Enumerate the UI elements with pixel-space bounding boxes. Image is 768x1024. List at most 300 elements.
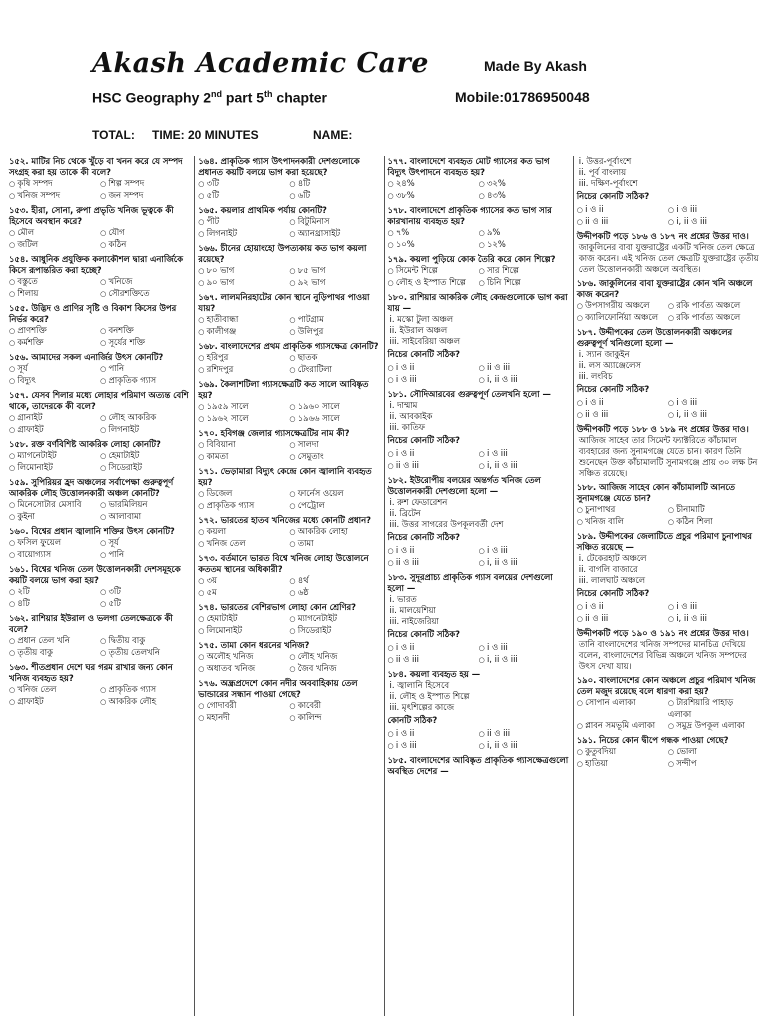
option[interactable]: ○ সার শিল্পে xyxy=(479,265,570,277)
options xyxy=(9,325,191,349)
question xyxy=(388,755,570,777)
question xyxy=(577,675,759,732)
question-text: উদ্দীপকটি পড়ে ১৮৮ ও ১৮৯ নং প্রশ্নের উত্তর দাও। xyxy=(576,424,749,434)
option[interactable]: ○ সূর্য xyxy=(9,363,100,375)
option[interactable]: ○ ii ও iii xyxy=(388,654,479,666)
option[interactable]: ○ সন্দীপ xyxy=(668,758,759,770)
option[interactable]: ○ সালদা xyxy=(289,439,380,451)
option[interactable]: ○ মহানদী xyxy=(198,712,289,724)
question-text: ১৫৯. সুপিরিয়র হ্রদ অঞ্চলের সর্বাপেক্ষা গুরুত্বপূর্ণ আকরিক লৌহ উত্তোলনকারী অঞ্চল কোনটি? xyxy=(9,477,174,498)
option[interactable]: ○ i ও iii xyxy=(668,204,759,216)
question-text: ১৯০. বাংলাদেশের কোন অঞ্চলে প্রচুর পরিমাণ খনিজ তেল মজুদ রয়েছে বলে ধারণা করা হয়? xyxy=(576,675,756,696)
question xyxy=(577,628,759,672)
statement: তানি বাংলাদেশের খনিজ সম্পদের মানচিত্র দেখিয়ে বলেন, বাংলাদেশের বিভিন্ন অঞ্চলে খনিজ সম্পদের উৎস দেখা যায়। xyxy=(578,639,747,671)
question-text: ১৮৪. কয়লা ব্যবহৃত হয় — xyxy=(387,669,481,679)
question xyxy=(198,379,380,425)
option[interactable]: ○ সমুদ্র উপকূল এলাকা xyxy=(668,720,759,732)
options xyxy=(9,450,191,474)
question-text: ১৫৬. আমাদের সকল এনার্জির উৎস কোনটি? xyxy=(9,352,164,362)
option[interactable]: ○ ৬টি xyxy=(289,190,380,202)
option[interactable]: ○ পীট xyxy=(198,216,289,228)
options xyxy=(577,746,759,770)
question-text: ১৬৮. বাংলাদেশের প্রথম প্রাকৃতিক গ্যাসক্ষেত্র কোনটি? xyxy=(198,341,379,351)
question xyxy=(388,156,570,202)
question-text: ১৭৪. ভারতের বেশিরভাগ লোহা কোন শ্রেণির? xyxy=(198,602,357,612)
question-text: ১৬৩. শীতপ্রধান দেশে ঘর গরম রাখার জন্য কোন খনিজ ব্যবহৃত হয়? xyxy=(9,662,173,683)
question xyxy=(577,156,759,228)
option[interactable]: ○ হরিপুর xyxy=(198,352,289,364)
option[interactable]: ○ পাটগ্রাম xyxy=(289,314,380,326)
question xyxy=(577,278,759,324)
option[interactable]: ○ i ও ii xyxy=(388,362,479,374)
instruction: নিচের কোনটি সঠিক? xyxy=(387,435,460,445)
option[interactable]: ○ অধাতব খনিজ xyxy=(198,663,289,675)
option[interactable]: ○ i, ii ও iii xyxy=(668,613,759,625)
option[interactable]: ○ টারশিয়ারি পাহাড় এলাকা xyxy=(668,697,759,720)
options xyxy=(9,684,191,708)
question xyxy=(198,341,380,376)
question-text: ১৫৫. উদ্ভিদ ও প্রাণির সৃষ্টি ও বিকাশ কিসের উপর নির্ভর করে? xyxy=(9,303,177,324)
question xyxy=(9,662,191,708)
instruction: নিচের কোনটি সঠিক? xyxy=(387,532,460,542)
options xyxy=(9,363,191,387)
option[interactable]: ○ চুনাপাথর xyxy=(577,504,668,516)
options xyxy=(198,216,380,240)
question xyxy=(198,678,380,724)
options xyxy=(9,499,191,523)
option[interactable]: ○ কালিন্দ xyxy=(289,712,380,724)
option[interactable]: ○ মিনেসোটার মেসাবি xyxy=(9,499,100,511)
instruction: নিচের কোনটি সঠিক? xyxy=(387,349,460,359)
option[interactable]: ○ ক্যালিফোর্নিয়া অঞ্চলে xyxy=(577,312,668,324)
option[interactable]: ○ গ্রাফাইট xyxy=(9,696,100,708)
option[interactable]: ○ হেমাটাইট xyxy=(100,450,191,462)
option[interactable]: ○ খনিজ সম্পদ xyxy=(9,190,100,202)
question xyxy=(198,156,380,202)
option[interactable]: ○ টেংরাটিলা xyxy=(289,364,380,376)
option[interactable]: ○ আকরিক লোহা xyxy=(289,526,380,538)
option[interactable]: ○ i ও ii xyxy=(577,397,668,409)
options xyxy=(198,352,380,376)
options xyxy=(198,439,380,463)
option[interactable]: ○ প্রাকৃতিক গ্যাস xyxy=(198,500,289,512)
question xyxy=(9,205,191,251)
option[interactable]: ○ ii ও iii xyxy=(479,362,570,374)
option[interactable]: ○ ৫ম xyxy=(198,587,289,599)
option[interactable]: ○ ii ও iii xyxy=(479,728,570,740)
option[interactable]: ○ i, ii ও iii xyxy=(668,216,759,228)
options xyxy=(577,601,759,625)
option[interactable]: ○ মৌল xyxy=(9,227,100,239)
statement: ii. ব্রিটেন xyxy=(389,508,421,518)
total-label: TOTAL: xyxy=(92,128,135,142)
option[interactable]: ○ ৪র্থ xyxy=(289,575,380,587)
option[interactable]: ○ দ্বিতীয় বাকু xyxy=(100,635,191,647)
option[interactable]: ○ রকি পার্বত্য অঞ্চলে xyxy=(668,312,759,324)
option[interactable]: ○ i, ii ও iii xyxy=(668,409,759,421)
option[interactable]: ○ ভারমিলিয়ন xyxy=(100,499,191,511)
options xyxy=(577,397,759,421)
option[interactable]: ○ ৯০ ভাগ xyxy=(198,277,289,289)
option[interactable]: ○ ৯% xyxy=(479,227,570,239)
statement: i. ভারত xyxy=(389,594,417,604)
question xyxy=(388,292,570,386)
statement: i. মস্কো টুলা অঞ্চল xyxy=(389,314,453,324)
name-label: NAME: xyxy=(313,128,353,142)
question-columns xyxy=(6,156,762,1016)
question-column xyxy=(573,156,762,1016)
option[interactable]: ○ i, ii ও iii xyxy=(479,557,570,569)
option[interactable]: ○ সেমুতাং xyxy=(289,451,380,463)
question xyxy=(388,475,570,569)
option[interactable]: ○ প্রাকৃতিক গ্যাস xyxy=(100,684,191,696)
option[interactable]: ○ চীনামাটি xyxy=(668,504,759,516)
author-credit: Made By Akash xyxy=(484,58,587,74)
question xyxy=(577,327,759,421)
option[interactable]: ○ রশিদপুর xyxy=(198,364,289,376)
question xyxy=(198,553,380,599)
mobile-number: Mobile:01786950048 xyxy=(455,89,590,105)
options xyxy=(9,586,191,610)
option[interactable]: ○ ৪টি xyxy=(9,598,100,610)
question xyxy=(577,735,759,770)
question-text: ১৬০. বিশ্বের প্রধান জ্বালানি শক্তির উৎস কোনটি? xyxy=(9,526,175,536)
question xyxy=(577,482,759,528)
option[interactable]: ○ লৌহ খনিজ xyxy=(289,651,380,663)
question-text: ১৭০. হবিগঞ্জ জেলার গ্যাসক্ষেত্রটির নাম কী? xyxy=(198,428,350,438)
option[interactable]: ○ ১৯৬৬ সালে xyxy=(289,413,380,425)
option[interactable]: ○ লৌহ ও ইস্পাত শিল্পে xyxy=(388,277,479,289)
statement: ii. বাগলি বাজারে xyxy=(578,564,638,574)
option[interactable]: ○ সোপান এলাকা xyxy=(577,697,668,720)
option[interactable]: ○ বিদ্যুৎ xyxy=(9,375,100,387)
option[interactable]: ○ শিল্প সম্পদ xyxy=(100,178,191,190)
question xyxy=(9,390,191,436)
option[interactable]: ○ উলিপুর xyxy=(289,326,380,338)
option[interactable]: ○ হেমাটাইট xyxy=(198,613,289,625)
option[interactable]: ○ ১৯৬০ সালে xyxy=(289,401,380,413)
option[interactable]: ○ বিবিয়ানা xyxy=(198,439,289,451)
option[interactable]: ○ গ্রাফাইট xyxy=(9,424,100,436)
option[interactable]: ○ জটিল xyxy=(9,239,100,251)
option[interactable]: ○ ম্যাগনেটাইট xyxy=(289,613,380,625)
instruction: নিচের কোনটি সঠিক? xyxy=(576,588,650,598)
option[interactable]: ○ বিটুমিনাস xyxy=(289,216,380,228)
question xyxy=(9,156,191,202)
statement: iii. কাতিফ xyxy=(389,422,425,432)
option[interactable]: ○ খনিজ তেল xyxy=(198,538,289,550)
option[interactable]: ○ খনিজ তেল xyxy=(9,684,100,696)
option[interactable]: ○ i ও iii xyxy=(388,374,479,386)
option[interactable]: ○ চিনি শিল্পে xyxy=(479,277,570,289)
question xyxy=(577,231,759,275)
options xyxy=(198,265,380,289)
question-text: ১৮৫. বাংলাদেশের আবিষ্কৃত প্রাকৃতিক গ্যাসক্ষেত্রগুলো অবস্থিত দেশের — xyxy=(387,755,569,776)
option[interactable]: ○ কঠিন শিলা xyxy=(668,516,759,528)
option[interactable]: ○ আলাবামা xyxy=(100,511,191,523)
option[interactable]: ○ i ও iii xyxy=(479,642,570,654)
option[interactable]: ○ হাতিয়া xyxy=(577,758,668,770)
option[interactable]: ○ ১৯৫৯ সালে xyxy=(198,401,289,413)
question xyxy=(198,292,380,338)
statement: জাকুলিনের বাবা যুক্তরাষ্ট্রের একটি খনিজ তেল ক্ষেত্রে কাজ করেন। এই খনিজ তেল ক্ষেত্রটি যুক্তরাষ্ট্রের তৃতীয় তেল উত্তোলনকারী অঞ্চলে অবস্থিত। xyxy=(578,242,759,274)
option[interactable]: ○ বনশক্তি xyxy=(100,325,191,337)
question-text: ১৭৩. বর্তমানে ভারত বিশ্বে খনিজ লোহা উত্তোলনে কততম স্থানের অধিকারী? xyxy=(198,553,369,574)
statement: ii. আবকাইক xyxy=(389,411,433,421)
statement: iii. দক্ষিণ-পূর্বাংশে xyxy=(578,178,638,188)
option[interactable]: ○ ফার্নেস ওয়েল xyxy=(289,488,380,500)
option[interactable]: ○ যৌগ xyxy=(100,227,191,239)
option[interactable]: ○ সিমেন্ট শিল্পে xyxy=(388,265,479,277)
option[interactable]: ○ সূর্য xyxy=(100,537,191,549)
option[interactable]: ○ কৃষি সম্পদ xyxy=(9,178,100,190)
option[interactable]: ○ কর্মশক্তি xyxy=(9,337,100,349)
option[interactable]: ○ শিলায় xyxy=(9,288,100,300)
option[interactable]: ○ প্রধান তেল খনি xyxy=(9,635,100,647)
statement: ii. মালয়েশিয়া xyxy=(389,605,436,615)
option[interactable]: ○ ৮০ ভাগ xyxy=(198,265,289,277)
options xyxy=(9,178,191,202)
option[interactable]: ○ ii ও iii xyxy=(388,557,479,569)
question-text: ১৭৬. অন্ধ্রপ্রদেশে কোন নদীর অববাহিকায় তেল ভান্ডারের সন্ধান পাওয়া গেছে? xyxy=(198,678,358,699)
options xyxy=(198,613,380,637)
option[interactable]: ○ i, ii ও iii xyxy=(479,654,570,666)
option[interactable]: ○ কাবেরী xyxy=(289,700,380,712)
option[interactable]: ○ i ও iii xyxy=(668,397,759,409)
option[interactable]: ○ ৫টি xyxy=(100,598,191,610)
instruction: কোনটি সঠিক? xyxy=(387,715,438,725)
options xyxy=(198,700,380,724)
option[interactable]: ○ ছাতক xyxy=(289,352,380,364)
instruction: নিচের কোনটি সঠিক? xyxy=(387,629,460,639)
question-text: ১৭৫. তামা কোন ধরনের খনিজ? xyxy=(198,640,310,650)
option[interactable]: ○ বস্তুতে xyxy=(9,276,100,288)
option[interactable]: ○ i ও iii xyxy=(479,545,570,557)
option[interactable]: ○ গ্রানাইট xyxy=(9,412,100,424)
option[interactable]: ○ ৯২ ভাগ xyxy=(289,277,380,289)
option[interactable]: ○ অলৌহ খনিজ xyxy=(198,651,289,663)
option[interactable]: ○ ৫টি xyxy=(198,190,289,202)
option[interactable]: ○ ৩২% xyxy=(479,178,570,190)
question xyxy=(9,477,191,523)
option[interactable]: ○ লৌহ আকরিক xyxy=(100,412,191,424)
options xyxy=(577,697,759,732)
option[interactable]: ○ i, ii ও iii xyxy=(479,460,570,472)
option[interactable]: ○ ii ও iii xyxy=(577,409,668,421)
option[interactable]: ○ পানি xyxy=(100,549,191,561)
option[interactable]: ○ i ও ii xyxy=(388,545,479,557)
question xyxy=(9,352,191,387)
option[interactable]: ○ লিগনাইট xyxy=(100,424,191,436)
question xyxy=(198,640,380,675)
statement: iii. মৃৎশিল্পের কাজে xyxy=(389,702,455,712)
option[interactable]: ○ প্রাণশক্তি xyxy=(9,325,100,337)
statement: iii. লংবিচ xyxy=(578,371,613,381)
option[interactable]: ○ সৌরশক্তিতে xyxy=(100,288,191,300)
question-text: ১৭২. ভারতের হাতব খনিজের মধ্যে কোনটি প্রধান? xyxy=(198,515,371,525)
question-text: ১৮৭. উদ্দীপকের তেল উত্তোলনকারী অঞ্চলের গুরুত্বপূর্ণ খনিগুলো হলো — xyxy=(576,327,733,348)
option[interactable]: ○ পেট্রোল xyxy=(289,500,380,512)
option[interactable]: ○ লিমোনাইট xyxy=(198,625,289,637)
option[interactable]: ○ খনিজ বালি xyxy=(577,516,668,528)
option[interactable]: ○ ১০% xyxy=(388,239,479,251)
question-text: ১৫৭. যেসব শিলার মধ্যে লোহার পরিমাণ অত্যন্ত বেশি থাকে, তাদেরকে কী বলে? xyxy=(9,390,189,411)
option[interactable]: ○ i ও ii xyxy=(388,642,479,654)
option[interactable]: ○ ২৪% xyxy=(388,178,479,190)
option[interactable]: ○ জন সম্পদ xyxy=(100,190,191,202)
statement: ii. লৌহ ও ইস্পাত শিল্পে xyxy=(389,691,470,701)
question xyxy=(9,613,191,659)
option[interactable]: ○ ডিজেল xyxy=(198,488,289,500)
option[interactable]: ○ রকি পার্বত্য অঞ্চলে xyxy=(668,300,759,312)
question-text: ১৬৪. প্রাকৃতিক গ্যাস উৎপাদনকারী দেশগুলোকে প্রধানত কয়টি বলয়ে ভাগ করা হয়েছে? xyxy=(198,156,360,177)
statement: i. টেকেরহাট অঞ্চলে xyxy=(578,553,647,563)
option[interactable]: ○ সূর্যের শক্তি xyxy=(100,337,191,349)
question-text: উদ্দীপকটি পড়ে ১৮৬ ও ১৮৭ নং প্রশ্নের উত্তর দাও। xyxy=(576,231,749,241)
options xyxy=(9,537,191,561)
options xyxy=(198,314,380,338)
question-text: ১৮৬. জাকুলিনের বাবা যুক্তরাষ্ট্রের কোন খনি অঞ্চলে কাজ করেন? xyxy=(576,278,753,299)
options xyxy=(9,276,191,300)
option[interactable]: ○ i ও ii xyxy=(388,728,479,740)
option[interactable]: ○ ৩টি xyxy=(100,586,191,598)
question-text: ১৫৪. আধুনিক প্রযুক্তিক কলাকৌশল দ্বারা এনার্জিকে কিসে রূপান্তরিত করা হচ্ছে? xyxy=(9,254,183,275)
option[interactable]: ○ অ্যানথ্রাসাইট xyxy=(289,228,380,240)
statement: ii. ইউরাল অঞ্চল xyxy=(389,325,448,335)
option[interactable]: ○ i ও ii xyxy=(388,448,479,460)
question xyxy=(388,669,570,752)
question-text: ১৬১. বিশ্বের খনিজ তেল উত্তোলনকারী দেশসমূহকে কয়টি বলয়ে ভাগ করা হয়? xyxy=(9,564,181,585)
option[interactable]: ○ i ও iii xyxy=(668,601,759,613)
statement: iii. লালঘাট অঞ্চলে xyxy=(578,575,645,585)
question-text: ১৭৯. কয়লা পুড়িয়ে কোক তৈরি করে কোন শিল্পে? xyxy=(387,254,556,264)
question xyxy=(198,428,380,463)
subtitle: HSC Geography 2nd part 5th chapter xyxy=(92,89,328,106)
instruction: নিচের কোনটি সঠিক? xyxy=(576,384,650,394)
option[interactable]: ○ খনিজে xyxy=(100,276,191,288)
option[interactable]: ○ ম্যাগনেটাইট xyxy=(9,450,100,462)
option[interactable]: ○ i ও ii xyxy=(577,601,668,613)
options xyxy=(9,635,191,659)
option[interactable]: ○ ii ও iii xyxy=(577,216,668,228)
option[interactable]: ○ ৭% xyxy=(388,227,479,239)
option[interactable]: ○ লিমোনাইট xyxy=(9,462,100,474)
options xyxy=(388,265,570,289)
option[interactable]: ○ কামতা xyxy=(198,451,289,463)
option[interactable]: ○ জৈব খনিজ xyxy=(289,663,380,675)
question xyxy=(9,564,191,610)
question xyxy=(388,205,570,251)
option[interactable]: ○ i, ii ও iii xyxy=(479,740,570,752)
options xyxy=(198,651,380,675)
question-text: ১৮০. রাশিয়ার আকরিক লৌহ কেন্দ্রগুলোকে ভাগ করা যায় — xyxy=(387,292,568,313)
option[interactable]: ○ ৮৫ ভাগ xyxy=(289,265,380,277)
option[interactable]: ○ উপসাগরীয় অঞ্চলে xyxy=(577,300,668,312)
statement: i. রুশ ফেডারেশন xyxy=(389,497,448,507)
option[interactable]: ○ হাতীবান্ধা xyxy=(198,314,289,326)
option[interactable]: ○ সিডেরাইট xyxy=(289,625,380,637)
option[interactable]: ○ ৩টি xyxy=(198,178,289,190)
option[interactable]: ○ কয়লা xyxy=(198,526,289,538)
options xyxy=(577,504,759,528)
options xyxy=(388,362,570,386)
option[interactable]: ○ ii ও iii xyxy=(577,613,668,625)
question-text: ১৭১. ভেড়ামারা বিদ্যুৎ কেন্দ্রে কোন জ্বালানি ব্যবহৃত হয়? xyxy=(198,466,372,487)
options xyxy=(388,227,570,251)
question-text: ১৫২. মাটির নিচ থেকে খুঁড়ে বা খনন করে যে সম্পদ সংগ্রহ করা হয় তাকে কী বলে? xyxy=(9,156,183,177)
question-column xyxy=(6,156,194,1016)
option[interactable]: ○ সিডেরাইট xyxy=(100,462,191,474)
option[interactable]: ○ ফসিল ফুয়েল xyxy=(9,537,100,549)
option[interactable]: ○ কুতুবদিয়া xyxy=(577,746,668,758)
question-text: ১৭৭. বাংলাদেশে ব্যবহৃত মোট গ্যাসের কত ভাগ বিদ্যুৎ উৎপাদনে ব্যবহৃত হয়? xyxy=(387,156,550,177)
option[interactable]: ○ তৃতীয় তেলখনি xyxy=(100,647,191,659)
option[interactable]: ○ ২টি xyxy=(9,586,100,598)
option[interactable]: ○ i ও ii xyxy=(577,204,668,216)
question-text: ১৮৩. সুদূরপ্রাচ্য প্রাকৃতিক গ্যাস বলয়ের দেশগুলো হলো — xyxy=(387,572,553,593)
option[interactable]: ○ ৩য় xyxy=(198,575,289,587)
option[interactable]: ○ কুইনা xyxy=(9,511,100,523)
question xyxy=(577,531,759,625)
options xyxy=(577,300,759,324)
question-text: ১৮১. সৌদিআরবের গুরুত্বপূর্ণ তেলখনি হলো — xyxy=(387,389,551,399)
option[interactable]: ○ ৪টি xyxy=(289,178,380,190)
option[interactable]: ○ ভোলা xyxy=(668,746,759,758)
question-text: ১৭৮. বাংলাদেশে প্রাকৃতিক গ্যাসের কত ভাগ সার কারখানায় ব্যবহৃত হয়? xyxy=(387,205,552,226)
option[interactable]: ○ ৩৮% xyxy=(388,190,479,202)
option[interactable]: ○ ii ও iii xyxy=(388,460,479,472)
option[interactable]: ○ বায়োগ্যাস xyxy=(9,549,100,561)
question xyxy=(9,439,191,474)
question xyxy=(9,303,191,349)
option[interactable]: ○ প্রাকৃতিক গ্যাস xyxy=(100,375,191,387)
option[interactable]: ○ ১২% xyxy=(479,239,570,251)
option[interactable]: ○ পানি xyxy=(100,363,191,375)
question xyxy=(198,466,380,512)
statement: ii. লস অ্যাঞ্জেলেস xyxy=(578,360,641,370)
option[interactable]: ○ কালীগঞ্জ xyxy=(198,326,289,338)
options xyxy=(9,412,191,436)
question-text: ১৫৮. রক্ত বর্ণবিশিষ্ট আকরিক লোহা কোনটি? xyxy=(9,439,161,449)
question xyxy=(388,254,570,289)
option[interactable]: ○ ৪৩% xyxy=(479,190,570,202)
question-text: ১৬৫. কয়লার প্রাথমিক পর্যায় কোনটি? xyxy=(198,205,327,215)
options xyxy=(388,728,570,752)
option[interactable]: ○ ৬ষ্ঠ xyxy=(289,587,380,599)
option[interactable]: ○ তামা xyxy=(289,538,380,550)
option[interactable]: ○ কঠিন xyxy=(100,239,191,251)
option[interactable]: ○ আকরিক লৌহ xyxy=(100,696,191,708)
option[interactable]: ○ গোদাবরী xyxy=(198,700,289,712)
option[interactable]: ○ তৃতীয় বাকু xyxy=(9,647,100,659)
question xyxy=(9,526,191,561)
question xyxy=(198,515,380,550)
question-text: ১৬৬. চীনের হোয়াংহো উপত্যকায় কত ভাগ কয়লা রয়েছে? xyxy=(198,243,367,264)
option[interactable]: ○ ১৯৬২ সালে xyxy=(198,413,289,425)
option[interactable]: ○ i ও iii xyxy=(479,448,570,460)
option[interactable]: ○ লিগনাইট xyxy=(198,228,289,240)
option[interactable]: ○ প্লাবন সমভূমি এলাকা xyxy=(577,720,668,732)
question-text: উদ্দীপকটি পড়ে ১৯০ ও ১৯১ নং প্রশ্নের উত্তর দাও। xyxy=(576,628,749,638)
statement: ii. পূর্ব বাংলায় xyxy=(578,167,627,177)
time-label: TIME: 20 MINUTES xyxy=(152,128,259,142)
options xyxy=(9,227,191,251)
question-text: ১৯১. নিচের কোন দ্বীপে গন্ধক পাওয়া গেছে? xyxy=(576,735,729,745)
options xyxy=(198,575,380,599)
question xyxy=(577,424,759,479)
option[interactable]: ○ i ও iii xyxy=(388,740,479,752)
option[interactable]: ○ i, ii ও iii xyxy=(479,374,570,386)
